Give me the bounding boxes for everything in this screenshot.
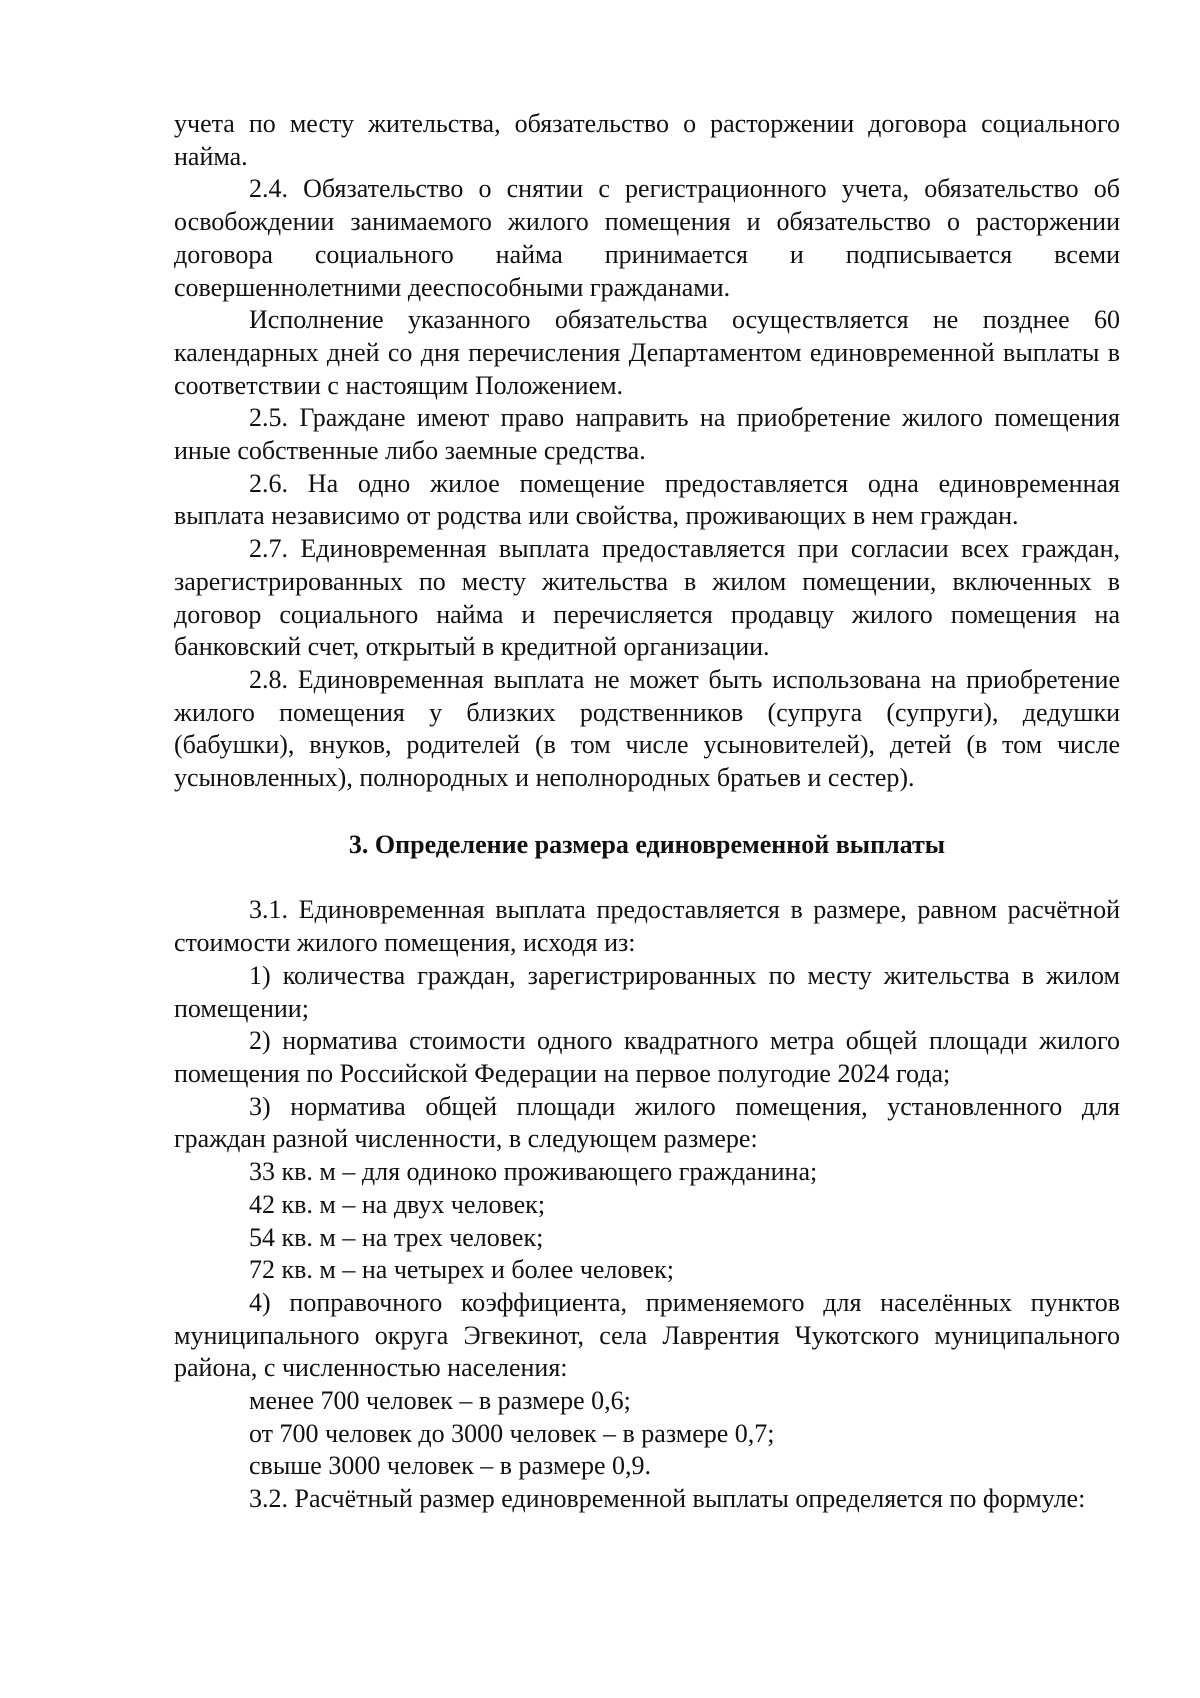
list-item-2: 2) норматива стоимости одного квадратного метра общей площади жилого помещения по Российской Федерации на первое полугодие 2024 года;: [174, 1026, 1120, 1088]
paragraph-2-8: 2.8. Единовременная выплата не может быть использована на приобретение жилого помещения у близких родственников (супруга (супруги), дедушки (бабушки), внуков, родителей (в том числе усыновителей), детей (в том числе усыновленных), полнородных и неполнородных братьев и сестер).: [174, 664, 1120, 793]
coefficient-700-3000: от 700 человек до 3000 человек – в размере 0,7;: [249, 1418, 775, 1448]
list-item-1: 1) количества граждан, зарегистрированных по месту жительства в жилом помещении;: [174, 960, 1120, 1023]
spacer: [174, 795, 1120, 829]
section-3-heading: 3. Определение размера единовременной выплаты: [348, 829, 946, 859]
paragraph-2-7: 2.7. Единовременная выплата предоставляется при согласии всех граждан, зарегистрированных по месту жительства в жилом помещении, включенных в договор социального найма и перечисляется продавцу жилого помещения на банковский счет, открытый в кредитной организации.: [174, 534, 1120, 662]
list-item-4: 4) поправочного коэффициента, применяемого для населённых пунктов муниципального округа Эгвекинот, села Лаврентия Чукотского муниципального района, с численностью населения:: [174, 1287, 1120, 1383]
norm-area-1-person: 33 кв. м – для одиноко проживающего гражданина;: [249, 1157, 818, 1187]
norm-area-2-persons: 42 кв. м – на двух человек;: [249, 1189, 546, 1219]
paragraph-2-4: 2.4. Обязательство о снятии с регистрационного учета, обязательство об освобождении занимаемого жилого помещения и обязательство о расторжении договора социального найма принимается и подписывается всеми совершеннолетними дееспособными гражданами.: [174, 174, 1120, 302]
paragraph-continuation: учета по месту жительства, обязательство о расторжении договора социального найма.: [174, 109, 1120, 171]
document-page: [174, 108, 1120, 1516]
coefficient-under-700: менее 700 человек – в размере 0,6;: [249, 1386, 631, 1416]
norm-area-3-persons: 54 кв. м – на трех человек;: [249, 1222, 544, 1252]
spacer: [174, 861, 1120, 894]
list-item-3: 3) норматива общей площади жилого помещения, установленного для граждан разной численности, в следующем размере:: [174, 1091, 1120, 1154]
paragraph-2-6: 2.6. На одно жилое помещение предоставляется одна единовременная выплата независимо от родства или свойства, проживающих в нем граждан.: [174, 468, 1120, 531]
coefficient-over-3000: свыше 3000 человек – в размере 0,9.: [249, 1451, 651, 1481]
norm-area-4-persons: 72 кв. м – на четырех и более человек;: [249, 1255, 674, 1285]
paragraph-3-1: 3.1. Единовременная выплата предоставляется в размере, равном расчётной стоимости жилого помещения, исходя из:: [174, 895, 1120, 958]
paragraph-3-2: 3.2. Расчётный размер единовременной выплаты определяется по формуле:: [249, 1484, 1086, 1514]
paragraph-2-5: 2.5. Граждане имеют право направить на приобретение жилого помещения иные собственные либо заемные средства.: [174, 403, 1120, 466]
paragraph-execution-term: Исполнение указанного обязательства осуществляется не позднее 60 календарных дней со дня перечисления Департаментом единовременной выплаты в соответствии с настоящим Положением.: [174, 305, 1120, 400]
